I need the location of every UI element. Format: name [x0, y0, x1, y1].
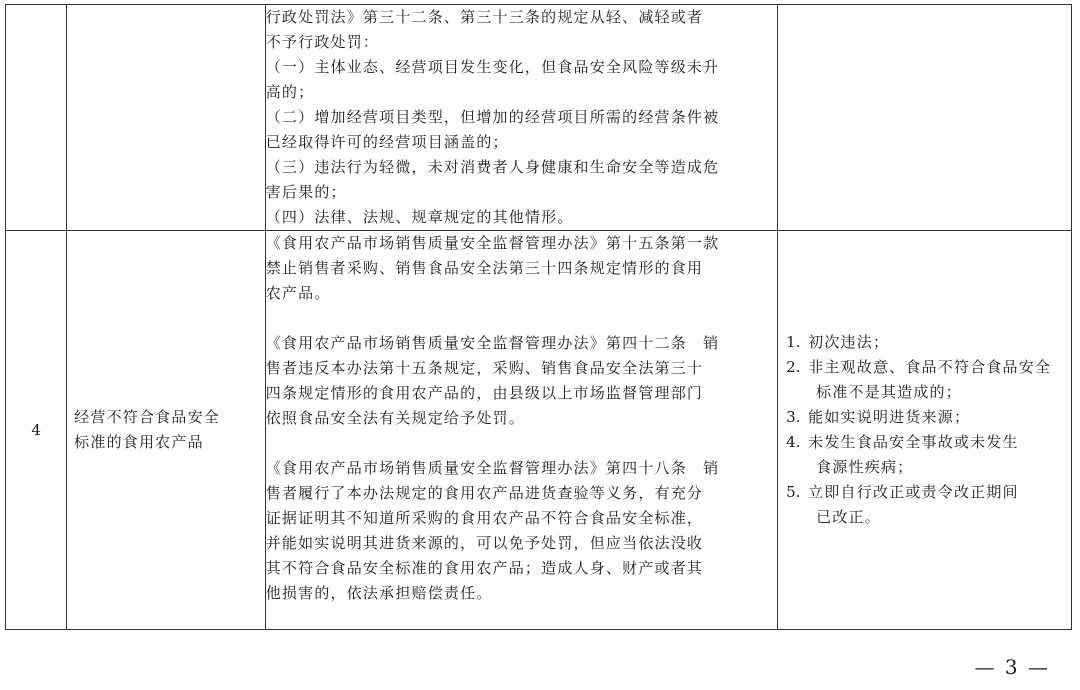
condition-line: 非主观故意、食品不符合食品安全 [808, 358, 1052, 376]
legal-basis-line: 其不符合食品安全标准的食用农产品；造成人身、财产或者其 [265, 559, 704, 577]
legal-basis-line: 证据证明其不知道所采购的食用农产品不符合食品安全标准， [265, 509, 704, 527]
legal-basis-line: 《食用农产品市场销售质量安全监督管理办法》第十五条第一款 [265, 234, 720, 252]
legal-basis-line: 《食用农产品市场销售质量安全监督管理办法》第四十八条 销 [265, 459, 720, 477]
legal-basis-line: 害后果的； [265, 183, 347, 201]
row-number: 4 [31, 420, 41, 439]
condition-line: 食源性疾病； [816, 458, 914, 476]
legal-basis-line: 并能如实说明其进货来源的，可以免予处罚，但应当依法没收 [265, 534, 704, 552]
condition-number: 1. [786, 333, 801, 351]
legal-basis-paragraph [266, 331, 777, 431]
legal-basis-paragraph [266, 5, 777, 230]
legal-basis-line: （二）增加经营项目类型，但增加的经营项目所需的经营条件被 [265, 108, 720, 126]
condition-text [808, 330, 889, 355]
table-row [6, 5, 1072, 231]
condition-line: 未发生食品安全事故或未发生 [808, 433, 1019, 451]
legal-basis-line: （四）法律、法规、规章规定的其他情形。 [265, 208, 574, 226]
condition-text [808, 430, 1019, 480]
table-row [6, 231, 1072, 630]
legal-basis-line: 不予行政处罚： [265, 33, 380, 51]
legal-basis-line: 《食用农产品市场销售质量安全监督管理办法》第四十二条 销 [265, 334, 720, 352]
legal-basis-line: 农产品。 [265, 284, 331, 302]
condition-item [786, 355, 1067, 405]
legal-basis-line: 禁止销售者采购、销售食品安全法第三十四条规定情形的食用 [265, 259, 704, 277]
legal-basis-paragraph [266, 456, 777, 606]
condition-item [786, 480, 1067, 530]
violation-item-line: 经营不符合食品安全 [74, 408, 220, 426]
violation-item-line: 标准的食用农产品 [74, 433, 204, 451]
condition-item [786, 430, 1067, 480]
regulation-table [5, 4, 1072, 630]
condition-text [808, 405, 970, 430]
legal-basis-cell [265, 231, 777, 630]
condition-number: 5. [786, 483, 801, 501]
row-number-cell [6, 231, 67, 630]
legal-basis-line: 依照食品安全法有关规定给予处罚。 [265, 409, 525, 427]
legal-basis-paragraph [266, 231, 777, 306]
row-number-cell [6, 5, 67, 231]
condition-number: 4. [786, 433, 801, 451]
legal-basis-line: 高的； [265, 83, 315, 101]
condition-line: 能如实说明进货来源； [808, 408, 971, 426]
legal-basis-cell [265, 5, 777, 231]
legal-basis-line: 他损害的，依法承担赔偿责任。 [265, 584, 493, 602]
conditions-cell [778, 5, 1072, 231]
legal-basis-line: 行政处罚法》第三十二条、第三十三条的规定从轻、减轻或者 [265, 8, 704, 26]
condition-number: 2. [786, 358, 801, 376]
condition-item [786, 330, 1067, 355]
condition-text [808, 355, 1051, 405]
legal-basis-line: 售者履行了本办法规定的食用农产品进货查验等义务，有充分 [265, 484, 704, 502]
condition-line: 标准不是其造成的； [816, 383, 962, 401]
violation-item-cell [67, 5, 266, 231]
condition-line: 立即自行改正或责令改正期间 [808, 483, 1019, 501]
condition-text [808, 480, 1019, 530]
legal-basis-line: 售者违反本办法第十五条规定，采购、销售食品安全法第三十 [265, 359, 704, 377]
condition-line: 初次违法； [808, 333, 890, 351]
legal-basis-line: 已经取得许可的经营项目涵盖的； [265, 133, 509, 151]
legal-basis-line: （一）主体业态、经营项目发生变化，但食品安全风险等级未升 [265, 58, 720, 76]
condition-item [786, 405, 1067, 430]
page-number: — 3 — [974, 655, 1050, 679]
condition-number: 3. [786, 408, 801, 426]
condition-line: 已改正。 [816, 508, 881, 526]
legal-basis-line: （三）违法行为轻微，未对消费者人身健康和生命安全等造成危 [265, 158, 720, 176]
legal-basis-line: 四条规定情形的食用农产品的，由县级以上市场监督管理部门 [265, 384, 704, 402]
conditions-cell [778, 231, 1072, 630]
violation-item-cell [67, 231, 266, 630]
conditions-list [786, 330, 1067, 530]
